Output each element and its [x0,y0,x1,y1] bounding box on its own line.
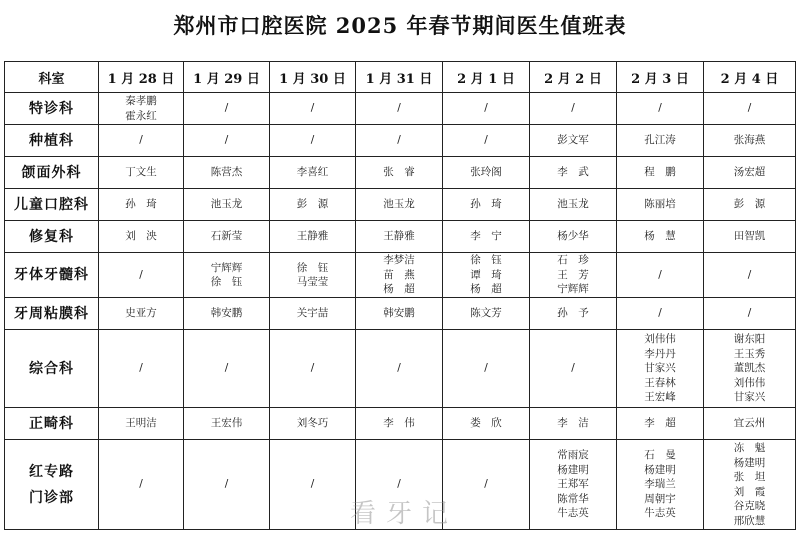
duty-cell [617,408,704,440]
doctor-name: 刘 霞 [733,485,766,498]
duty-cell [443,189,530,221]
doctor-name: 谢东阳 [733,333,766,346]
duty-cell [443,298,530,330]
doctor-name: 甘家兴 [733,391,766,404]
doctor-name: 李瑞兰 [644,478,676,491]
duty-cell [443,93,530,125]
duty-cell [530,93,617,125]
duty-cell [530,330,617,408]
duty-cell [530,440,617,530]
doctor-name: / [139,134,143,147]
duty-cell [270,189,356,221]
doctor-name: / [484,362,488,375]
doctor-name: 李梦洁 [383,254,415,267]
duty-cell [530,125,617,157]
doctor-name: 池玉龙 [383,198,415,211]
doctor-name: 李 洁 [557,417,589,430]
table-row [5,408,796,440]
duty-cell [356,125,443,157]
duty-cell [617,93,704,125]
department-cell [5,253,99,298]
duty-cell [617,221,704,253]
doctor-name: / [747,307,752,320]
doctor-name: 徐 钰 [470,254,502,267]
department-cell [5,298,99,330]
doctor-name: 程 鹏 [644,166,676,179]
doctor-name: / [310,478,315,491]
doctor-name: / [658,268,662,281]
doctor-name: 王宏伟 [210,417,243,430]
doctor-name: 孙 琦 [470,198,502,211]
duty-cell [99,157,184,189]
duty-cell [704,157,796,189]
doctor-name: 彭 源 [733,198,766,211]
duty-cell [270,157,356,189]
doctor-name: 谷克晓 [733,500,766,512]
doctor-name: / [310,134,315,147]
doctor-name: 甘家兴 [644,362,676,375]
department-name: 综合科 [29,360,74,377]
doctor-name: / [397,478,401,491]
duty-cell [99,93,184,125]
doctor-name: 陈文芳 [470,307,502,320]
doctor-name: 杨建明 [644,463,676,476]
doctor-name: 石 珍 [557,254,589,267]
doctor-name: 王宏峰 [644,391,676,404]
doctor-name: 刘伟伟 [644,333,676,346]
duty-cell [184,408,270,440]
table-row [5,157,796,189]
header-date: 2 月 2 日 [530,62,617,93]
duty-cell [184,125,270,157]
doctor-name: / [658,307,662,320]
doctor-name: / [397,102,401,115]
duty-cell [530,221,617,253]
duty-cell [184,221,270,253]
department-name: 颌面外科 [21,164,82,181]
doctor-name: / [658,102,662,115]
doctor-name: 常雨宸 [557,449,589,462]
doctor-name: / [224,102,229,115]
department-name: 种植科 [29,132,74,149]
doctor-name: 王明洁 [125,417,157,430]
doctor-name: 池玉龙 [210,198,243,211]
duty-cell [704,408,796,440]
duty-cell [99,221,184,253]
duty-cell [617,157,704,189]
doctor-name: 邢欣慧 [733,514,766,527]
duty-cell [184,440,270,530]
doctor-name: 杨建明 [557,463,589,476]
duty-cell [99,189,184,221]
duty-cell [99,408,184,440]
doctor-name: 徐 钰 [210,276,243,288]
doctor-name: 刘伟伟 [733,376,766,389]
doctor-name: 杨 慧 [644,230,676,243]
doctor-name: 刘 泱 [125,230,157,243]
duty-cell [530,189,617,221]
doctor-name: 牛志英 [557,507,589,520]
duty-cell [184,189,270,221]
department-name: 门诊部 [29,489,74,506]
doctor-name: / [571,102,575,115]
duty-cell [617,125,704,157]
duty-cell [356,330,443,408]
doctor-name: 李 超 [644,417,676,430]
duty-cell [356,298,443,330]
duty-cell [356,408,443,440]
department-name: 红专路 [29,463,74,480]
duty-cell [617,298,704,330]
doctor-name: 娄 欣 [470,417,502,430]
header-date: 2 月 1 日 [443,62,530,93]
duty-cell [530,298,617,330]
doctor-name: 王郑军 [557,478,589,491]
doctor-name: 彭 源 [296,198,329,211]
doctor-name: 孙 琦 [125,198,157,211]
duty-cell [704,330,796,408]
doctor-name: / [139,362,143,375]
department-name: 牙体牙髓科 [14,267,89,283]
duty-cell [704,93,796,125]
department-name: 牙周粘膜科 [14,305,89,322]
doctor-name: 牛志英 [644,507,676,520]
doctor-name: 霍永红 [125,109,157,122]
doctor-name: 孙 予 [557,307,589,320]
duty-cell [99,253,184,298]
table-row [5,221,796,253]
duty-cell [356,189,443,221]
doctor-name: / [139,478,143,491]
duty-cell [704,189,796,221]
doctor-name: 徐 钰 [296,261,329,274]
duty-cell [704,440,796,530]
duty-cell [356,253,443,298]
doctor-name: 宜云州 [733,417,766,430]
doctor-name: 池玉龙 [557,198,589,211]
department-name: 儿童口腔科 [14,196,89,213]
doctor-name: 史亚方 [125,307,157,320]
doctor-name: 刘冬巧 [296,417,329,430]
doctor-name: / [139,268,143,281]
doctor-name: / [484,102,488,115]
doctor-name: / [224,362,229,375]
doctor-name: 陈丽培 [644,198,676,211]
watermark-text: 看牙记 [350,499,459,529]
duty-cell [443,330,530,408]
table-row [5,330,796,408]
department-name: 特诊科 [29,100,74,117]
duty-cell [99,125,184,157]
doctor-name: 王静雅 [383,230,415,243]
doctor-name: 王静雅 [296,230,329,243]
duty-cell [270,93,356,125]
table-header-row [5,62,796,93]
doctor-name: 彭文军 [557,134,589,147]
doctor-name: 丁文生 [125,166,157,179]
page-title: 郑州市口腔医院 2025 年春节期间医生值班表 [173,13,627,38]
doctor-name: 韩安鹏 [210,307,243,320]
duty-cell [617,189,704,221]
duty-cell [184,330,270,408]
table-row [5,253,796,298]
doctor-name: 张 坦 [733,471,766,483]
duty-cell [270,440,356,530]
duty-cell [99,330,184,408]
doctor-name: 马莹莹 [296,276,329,288]
header-date: 1 月 28 日 [99,62,184,93]
duty-cell [99,298,184,330]
doctor-name: 汤宏超 [733,166,766,179]
department-cell [5,408,99,440]
duty-cell [443,253,530,298]
doctor-name: / [310,102,315,115]
duty-cell [530,408,617,440]
department-cell [5,189,99,221]
doctor-name: 李丹丹 [644,347,676,360]
duty-cell [270,125,356,157]
duty-cell [530,253,617,298]
table-row [5,298,796,330]
table-row [5,189,796,221]
duty-cell [99,440,184,530]
header-department: 科室 [5,62,99,93]
duty-cell [530,157,617,189]
duty-cell [184,253,270,298]
doctor-name: 李 伟 [383,417,415,430]
doctor-name: 张玲阁 [470,166,502,179]
doctor-name: 石 曼 [644,449,676,462]
duty-cell [443,125,530,157]
duty-cell [270,408,356,440]
doctor-name: 杨少华 [557,230,589,243]
department-cell [5,221,99,253]
doctor-name: 石新莹 [210,230,243,243]
doctor-name: 杨建明 [733,456,766,469]
doctor-name: 苗 燕 [383,268,415,281]
duty-cell [617,330,704,408]
doctor-name: / [224,134,229,147]
doctor-name: 陈营杰 [210,166,243,179]
table-row [5,125,796,157]
doctor-name: / [484,478,488,491]
department-cell [5,330,99,408]
duty-cell [184,298,270,330]
department-name: 正畸科 [29,415,74,432]
duty-cell [704,253,796,298]
duty-cell [443,221,530,253]
doctor-name: / [397,362,401,375]
department-cell [5,157,99,189]
doctor-name: 董凯杰 [733,362,766,375]
doctor-name: 韩安鹏 [383,307,415,320]
duty-cell [270,330,356,408]
doctor-name: 周朝宇 [644,492,676,505]
duty-cell [270,221,356,253]
duty-cell [356,93,443,125]
duty-cell [617,253,704,298]
doctor-name: 李 武 [557,166,589,179]
doctor-name: / [484,134,488,147]
doctor-name: / [397,134,401,147]
doctor-name: 宁辉辉 [557,283,589,296]
duty-cell [184,157,270,189]
duty-cell [184,93,270,125]
doctor-name: 王 芳 [557,268,589,281]
doctor-name: / [571,362,575,375]
doctor-name: 张 睿 [383,166,415,179]
doctor-name: 张海燕 [733,134,766,147]
doctor-name: / [224,478,229,491]
header-date: 2 月 3 日 [617,62,704,93]
duty-cell [617,440,704,530]
duty-cell [704,125,796,157]
doctor-name: 李喜红 [296,166,329,179]
doctor-name: / [747,268,752,281]
doctor-name: 谭 琦 [470,268,502,281]
duty-cell [704,221,796,253]
doctor-name: 王春林 [644,376,676,389]
department-cell [5,440,99,530]
header-date: 2 月 4 日 [704,62,796,93]
doctor-name: 李 宁 [470,230,502,243]
duty-cell [443,408,530,440]
header-date: 1 月 31 日 [356,62,443,93]
header-date: 1 月 30 日 [270,62,356,93]
doctor-name: 关宇喆 [296,307,329,320]
table-row [5,93,796,125]
department-name: 修复科 [29,228,74,245]
doctor-name: 杨 超 [383,283,415,296]
doctor-name: 王玉秀 [733,347,766,360]
department-cell [5,93,99,125]
duty-cell [270,253,356,298]
doctor-name: / [747,102,752,115]
duty-cell [443,157,530,189]
doctor-name: 孔江涛 [644,134,676,147]
doctor-name: 宁辉辉 [210,261,243,274]
duty-cell [356,221,443,253]
doctor-name: 陈常华 [557,492,589,505]
department-cell [5,125,99,157]
duty-cell [270,298,356,330]
doctor-name: 冻 魁 [733,442,766,454]
doctor-name: 杨 超 [470,283,502,296]
header-date: 1 月 29 日 [184,62,270,93]
duty-cell [704,298,796,330]
doctor-name: 田智凯 [733,230,766,243]
doctor-name: 秦孝鹏 [125,95,157,107]
duty-cell [356,157,443,189]
doctor-name: / [310,362,315,375]
duty-schedule-table [4,61,796,530]
